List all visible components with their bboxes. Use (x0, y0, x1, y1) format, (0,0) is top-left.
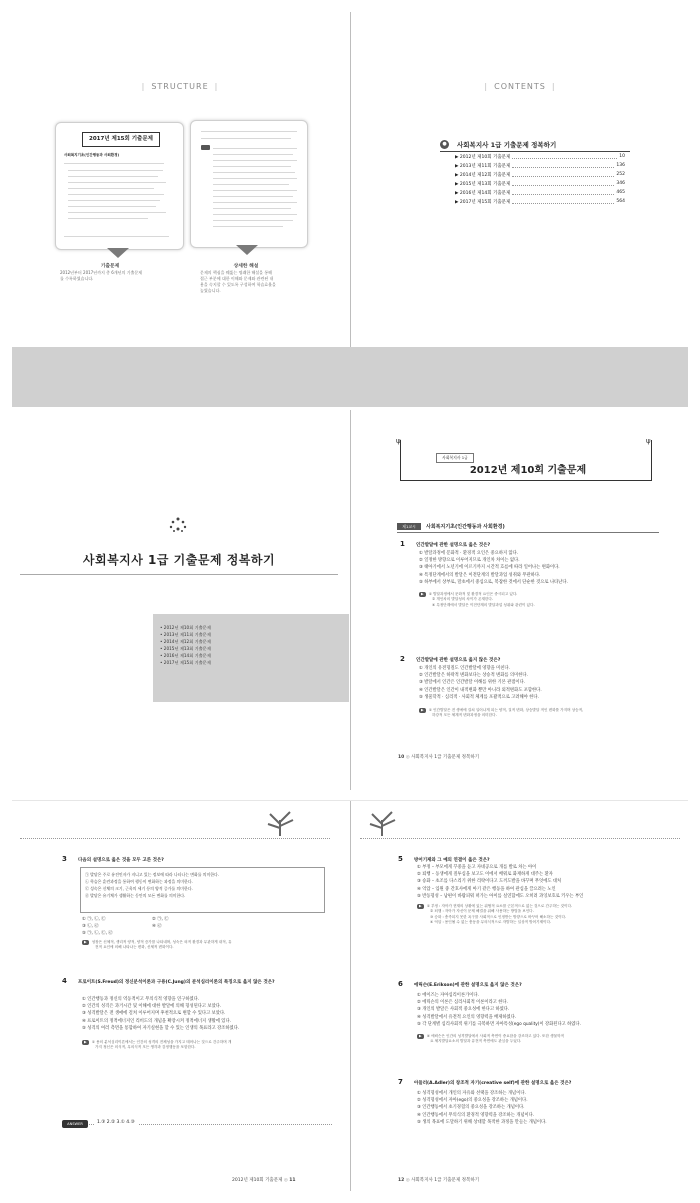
statement-line: ㉣ 발달은 유기체가 생활하는 동안의 모든 변화를 의미한다. (85, 893, 186, 898)
toc-entry[interactable] (455, 199, 625, 205)
answer-option[interactable]: ① 개인의 유전형질도 인간발달에 영향을 미친다. (419, 666, 510, 671)
question-options (417, 864, 583, 900)
answer-option[interactable]: ③ 개인의 발달은 사회적 중요성에 한다고 하였다. (417, 1007, 510, 1013)
explanation-line: ② 퇴행 : 자아가 자신이 문제 해결을 위해 사용하는 방법을 보인다. (430, 909, 534, 914)
explanation-block (82, 1040, 322, 1051)
toc-entry-label: ▶ 2013년 제11회 기출문제 (455, 164, 511, 169)
toc-bullet-icon: ● (440, 140, 449, 149)
toc-entry[interactable] (455, 172, 625, 178)
spread-spine-top (350, 12, 351, 347)
tree-icon-right (362, 806, 402, 836)
toc-entry[interactable] (455, 190, 625, 196)
page-footer (232, 1177, 296, 1183)
thumb-line (68, 218, 148, 219)
question-text: 아들러(A.Adler)의 창조적 자기(creative self)에 관한 설명으로 옳은 것은? (414, 1081, 572, 1086)
thumb-line (213, 214, 297, 215)
toc-title: 사회복지사 1급 기출문제 정복하기 (457, 141, 557, 149)
thumb-line (68, 170, 163, 171)
bottom-left-page-border (12, 800, 688, 801)
explanation-line: 가지 정신은 의식적, 무의식적 모든 생각과 감정행동을 포함한다. (95, 1045, 196, 1050)
footer-book-title: 사회복지사 1급 기출문제 정복하기 (411, 755, 480, 760)
page-footer (398, 1177, 479, 1183)
answer-option[interactable]: ③ 인간행동에서 초기경험의 중요성을 강조하는 개념이다. (417, 1105, 525, 1111)
thumb-line (201, 131, 297, 132)
explanation-tag (201, 145, 210, 150)
toc-entry[interactable] (455, 163, 625, 169)
thumb-line (68, 182, 166, 183)
explanation-line: 하강적 모든 체계적 변화과정을 의미한다. (432, 713, 497, 718)
explanation-block (419, 708, 659, 719)
exam-title: 2012년 제10회 기출문제 (469, 465, 587, 476)
answer-option[interactable]: ③ 태아기에서 노년기에 이르기까지 시간적 흐름에 따라 일어나는 변화이다. (419, 565, 560, 571)
caption-explanation-desc (200, 270, 310, 294)
answer-option[interactable]: ② ㉠, ㉢ (152, 917, 169, 922)
tree-icon-left (260, 806, 300, 836)
branch-icon-left: ψ (396, 437, 401, 445)
thumb-line (64, 236, 169, 237)
toc-entry-label: ▶ 2016년 제14회 기출문제 (455, 191, 511, 196)
toc-entry-page: 10 (619, 154, 625, 159)
toc-entry-page: 346 (616, 181, 625, 186)
thumb-arrow-right (236, 245, 258, 255)
answer-option[interactable]: ④ 성격발달에서 유전적 요인의 영향력을 배제하였다. (417, 1014, 517, 1020)
explanation-tag-icon: ▶ (419, 904, 422, 908)
branch-icon-right: ψ (646, 437, 651, 445)
answer-option[interactable]: ① 에이즈는 자아심리이론가이다. (417, 993, 479, 998)
thumb-line (213, 172, 295, 173)
toc-leader (512, 163, 614, 168)
section-rule (397, 532, 659, 533)
thumb-line (213, 154, 293, 155)
section-badge: 제1교시 (397, 523, 421, 530)
chapter-list-item[interactable]: • 2013년 제11회 기출문제 (160, 632, 211, 637)
explanation-line: ③ 승화 : 충족되지 못한 욕구를 사회적으로 인정받는 방향으로 바꾸어 해소하는 것이다. (430, 914, 567, 919)
thumb-title-box: 2017년 제15회 기출문제 (82, 132, 160, 147)
answer-option[interactable]: ④ 특정단계에서의 발달은 이전단계의 발달과업 성취와 무관하다. (419, 572, 541, 578)
explanation-text: ① 용의 분석심리이론에서는 인간의 성격의 전체성을 가지고 태어나는 것으로 간주하며 개 (91, 1040, 232, 1044)
spread-spine-mid (350, 410, 351, 790)
contents-header: | CONTENTS | (450, 82, 590, 91)
answer-option[interactable]: ② 퇴행 – 동생에게 질투심을 보고도 이에서 배워로 화재하게 대주는 환자 (417, 872, 553, 878)
answer-option[interactable]: ① 발달과정에 문화적 · 환경적 요인은 중요하지 않다. (419, 551, 519, 556)
question-options (417, 1090, 547, 1126)
toc-leader (512, 181, 614, 186)
answer-tag: ANSWER (62, 1120, 88, 1128)
thumb-line (213, 220, 293, 221)
question-text: 인간발달에 관한 설명으로 옳은 것은? (416, 543, 491, 548)
thumb-line (213, 190, 297, 191)
answer-option[interactable]: ⑤ 반동형성 – 남편이 바람피워 떠가는 아이를 실연함에도 오히려 과잉보호로 키우는 부인 (417, 893, 584, 899)
caption-explanation-line: 접근 부분에 대한 이해와 문제와 관련된 내 (200, 276, 274, 281)
answer-option[interactable]: ② 인간의 성격은 과거시간 및 이해에 대한 발달에 의해 형성된다고 보았다. (82, 1004, 222, 1010)
explanation-tag-icon: ▶ (84, 940, 87, 944)
answer-option[interactable]: ③ 발달에서 인간은 인간발달 이해를 위한 기본 관점이다. (419, 680, 526, 686)
question-options (82, 996, 239, 1032)
gray-band-top (12, 347, 688, 407)
footer-separator: ◎ (405, 1178, 412, 1183)
question-number: 2 (400, 655, 405, 663)
question-text: 방어기제와 그 예의 연결이 옳은 것은? (414, 858, 490, 863)
statement-line: ㉠ 발달은 주로 유전인자가 지니고 있는 정보에 따라 나타나는 변화를 의미한다. (85, 872, 219, 877)
toc-leader (512, 199, 614, 204)
answer-option[interactable]: ⑤ 성격의 여러 측면을 통합하여 자기실현을 할 수 있는 인생의 목표라고 강조하였다. (82, 1025, 240, 1031)
toc-entry-label: ▶ 2017년 제15회 기출문제 (455, 200, 511, 205)
explanation-tag-icon: ▶ (421, 592, 424, 596)
chapter-title: 사회복지사 1급 기출문제 정복하기 (82, 553, 276, 567)
explanation-text: ① 부정 : 자아가 현재의 상황에 있는 위협적 요소를 근본적으로 없는 것으로 간주하는 것이다. (426, 904, 573, 908)
answer-option[interactable]: ⑤ 하부에서 상부로, 말초에서 중심으로, 복잡한 것에서 단순한 것으로 나타난다. (419, 579, 568, 585)
toc-list (455, 154, 630, 214)
explanation-thumbnail (190, 120, 308, 248)
chapter-list-item[interactable]: • 2017년 제15회 기출문제 (160, 660, 211, 665)
explanation-text: ④ 에릭슨은 인간의 성격발달에서 사회적 측면이 중요함을 강조하고 있다. 또한 생물학적 (426, 1034, 564, 1038)
page-number: 12 (398, 1178, 405, 1183)
thumb-line (68, 206, 156, 207)
thumb-line (213, 226, 283, 227)
answer-option[interactable]: ① 성격형성에서 개인의 자유와 선택을 강조하는 개념이다. (417, 1091, 526, 1096)
structure-header: | STRUCTURE | (110, 82, 250, 91)
answer-option[interactable]: ④ 프로이트의 정적에너지인 리비도의 개념을 확장시켜 정적에너지 생활에 있다. (82, 1018, 231, 1024)
toc-leader (512, 190, 614, 195)
toc-entry-label: ▶ 2015년 제13회 기출문제 (455, 182, 511, 187)
answer-option[interactable]: ⑤ 생물학적 · 심리적 · 사회적 체계를 포괄적으로 고려해야 한다. (419, 694, 539, 700)
toc-entry[interactable] (455, 181, 625, 187)
answer-key: 1.③ 2.② 3.① 4.③ (94, 1120, 138, 1125)
answer-option[interactable]: ③ ㉡, ㉣ (82, 924, 99, 929)
explanation-tag-icon: ▶ (419, 1034, 422, 1038)
thumb-arrow-left (107, 248, 129, 258)
thumb-line (213, 178, 297, 179)
thumb-subtitle: 사회복지기초(인간행동과 사회환경) (64, 153, 120, 157)
thumb-line (68, 200, 160, 201)
answer-option[interactable]: ③ 성격발달은 전 생애에 걸쳐 이루어지며 후천적으로 변할 수 있다고 보았다. (82, 1011, 226, 1017)
question-number: 1 (400, 540, 405, 548)
question-number: 3 (62, 855, 67, 863)
toc-leader (512, 154, 617, 159)
thumb-line (213, 160, 297, 161)
answer-option[interactable]: ② 인간발달은 하락적 변화보다는 상승적 변화를 의미한다. (419, 673, 528, 679)
footer-separator: ◎ (283, 1178, 290, 1183)
question-text: 프로이트(S.Freud)의 정신분석이론과 구용(C.Jung)의 분석심리이론의 특징으로 옳지 않은 것은? (78, 980, 275, 985)
chapter-list (160, 624, 340, 666)
footer-book-title: 사회복지사 1급 기출문제 정복하기 (411, 1178, 480, 1183)
caption-exam-line: 2012년부터 2017년까지 총 6개년의 기출문제 (60, 270, 143, 275)
question-text: 다음의 설명으로 옳은 것을 모두 고른 것은? (78, 858, 164, 863)
caption-exam: 기출문제 (100, 264, 120, 269)
footer-separator: ◎ (405, 755, 412, 760)
explanation-block (417, 1034, 667, 1045)
caption-explanation-line: 문제의 핵심을 꿰뚫는 명쾌한 해설을 통해 (200, 270, 273, 275)
caption-exam-desc (60, 270, 180, 282)
answer-option[interactable]: ① 인간행동과 정신의 역동적이고 무의식적 영향을 연구하였다. (82, 997, 200, 1002)
thumb-line (213, 208, 291, 209)
page-number: 10 (398, 755, 405, 760)
thumb-line (213, 166, 291, 167)
thumb-line (201, 138, 291, 139)
statement-line: ㉡ 학습은 훈련과정을 통하여 행동이 변화하는 과정을 의미한다. (85, 879, 193, 884)
answer-option[interactable]: ④ 인간발달은 인간이 내적변화 뿐만 아니라 외적변화도 포함한다. (419, 687, 542, 693)
section-title: 사회복지기초(인간행동과 사회환경) (426, 524, 505, 530)
explanation-tag-icon: ▶ (421, 708, 424, 712)
answer-option[interactable]: ⑤ 생의 목표에 도달하기 위해 상대할 목적한 과정을 만들는 개념이다. (417, 1119, 547, 1125)
answer-option[interactable]: ⑤ ㉠, ㉡, ㉢, ㉣ (82, 931, 113, 936)
explanation-line: ④ 특정단계에서 발달은 이전단계의 발달과업 성취와 관련이 있다. (432, 602, 535, 607)
page-number: 11 (289, 1178, 296, 1183)
caption-exam-line: 를 수록하였습니다. (60, 276, 94, 281)
statement-line: ㉢ 성숙은 신체의 크기, 근육의 세기 등의 양적 증가를 의미한다. (85, 886, 193, 891)
answer-option[interactable]: ④ 인간행동에서 무의식의 환경적 영향력을 강조하는 개념이다. (417, 1112, 535, 1118)
answer-option[interactable]: ① ㉠, ㉡, ㉢ (82, 917, 106, 922)
caption-explanation-line: 용을 숙지할 수 있도록 구성하여 학습효율을 (200, 282, 276, 287)
answer-option[interactable]: ④ 억압 – 입원 중 간호사에게 아기 같은 행동을 하여 관심을 끌으려는 노인 (417, 886, 556, 892)
explanation-text: 성장은 신체적, 생리적 양적, 양적 증가를 나타내며, 성숙은 외적 환경과 무관하게 내적, 유 (91, 940, 232, 944)
page-footer (398, 754, 479, 760)
explanation-line: ② 개인차의 발달성의 차이가 존재한다. (432, 597, 494, 602)
thumb-line (213, 184, 289, 185)
branch-top-decoration (360, 838, 680, 840)
explanation-line: 요 체지발달요소의 발달과 유전적 측면에도 관심을 두었다. (430, 1039, 522, 1044)
question-number: 5 (398, 855, 403, 863)
toc-entry[interactable] (455, 154, 625, 160)
thumb-line (64, 163, 164, 164)
question-options (417, 992, 581, 1028)
question-options (419, 665, 542, 701)
chapter-list-item[interactable]: • 2015년 제13회 기출문제 (160, 646, 211, 651)
chapter-list-item[interactable]: • 2012년 제10회 기출문제 (160, 625, 211, 630)
toc-entry-page: 136 (616, 163, 625, 168)
sample-exam-thumbnail (55, 122, 184, 250)
answer-option[interactable]: ④ ㉣ (152, 924, 162, 929)
answer-option[interactable]: ① 부정 – 부모에게 꾸중을 듣고 자네공으로 개를 발로 차는 아이 (417, 865, 537, 870)
explanation-block (419, 592, 659, 608)
question-options (419, 550, 568, 586)
explanation-line: 전적 요인에 의해 나타나는 변화, 신체적 변화이다. (95, 945, 174, 950)
exam-tab: 사회복지사 1급 (436, 453, 474, 463)
toc-leader (512, 172, 614, 177)
question-text: 에릭슨(E.Erikson)에 관한 설명으로 옳지 않은 것은? (414, 983, 522, 988)
question-number: 4 (62, 977, 67, 985)
question-statement-box (80, 867, 325, 913)
question-number: 6 (398, 980, 403, 988)
explanation-tag-icon: ▶ (84, 1040, 87, 1044)
toc-divider (440, 151, 630, 152)
branch-top-decoration (20, 838, 330, 840)
explanation-block (82, 940, 322, 951)
thumb-line (213, 196, 293, 197)
answer-option[interactable]: ⑤ 각 단계별 심리사회적 위기를 극복하면 자아특성(ego quality)이 강화된다고 하였다. (417, 1021, 581, 1027)
toc-entry-label: ▶ 2014년 제12회 기출문제 (455, 173, 511, 178)
toc-entry-page: 465 (616, 190, 625, 195)
thumb-line (68, 194, 164, 195)
answer-option[interactable]: ② 일정한 방향으로 이루어지므로 개인차 차이는 없다. (419, 558, 520, 564)
thumb-line (68, 188, 154, 189)
caption-explanation-line: 높였습니다. (200, 288, 221, 293)
thumb-line (213, 202, 297, 203)
chapter-title-rule (20, 574, 338, 575)
question-number: 7 (398, 1078, 403, 1086)
toc-entry-page: 252 (616, 172, 625, 177)
thumb-line (68, 176, 158, 177)
chapter-list-item[interactable]: • 2014년 제12회 기출문제 (160, 639, 211, 644)
explanation-text: ① 발달과정에서 문화적 및 환경적 요인은 중시되고 있다. (428, 592, 518, 596)
explanation-block (417, 904, 667, 926)
footer-book-title: 2012년 제10회 기출문제 (232, 1178, 283, 1183)
caption-explanation: 상세한 해설 (233, 264, 259, 269)
explanation-line: ④ 억압 : 용인될 수 없는 충동을 무의식적으로 자발하는 일상적 방어기제이다. (430, 920, 552, 925)
thumb-line (68, 212, 166, 213)
toc-entry-page: 564 (616, 199, 625, 204)
answer-option[interactable]: ③ 승화 – 초조를 다스리기 위한 리락이다고 도끼도발을 바꾸며 무엇에도 대처 (417, 879, 562, 885)
toc-entry-label: ▶ 2012년 제10회 기출문제 (455, 155, 511, 160)
sprig-icon (168, 516, 188, 534)
spread-spine-bottom (350, 800, 351, 1191)
explanation-text: ① 인간발달은 전 생애에 걸쳐 일어나게 되는 양적, 질적 변화, 상승발달 적인 변화를 가지며 상승적, (428, 708, 584, 712)
answer-option[interactable]: ② 에릭슨의 이론은 심리사회적 이론이라고 한다. (417, 1000, 508, 1006)
chapter-list-item[interactable]: • 2016년 제14회 기출문제 (160, 653, 211, 658)
answer-option[interactable]: ② 성격형성에서 자아(ego)의 중요성을 강조하는 개념이다. (417, 1098, 528, 1104)
thumb-line (213, 148, 297, 149)
question-text: 인간발달에 관한 설명으로 옳지 않은 것은? (416, 658, 501, 663)
